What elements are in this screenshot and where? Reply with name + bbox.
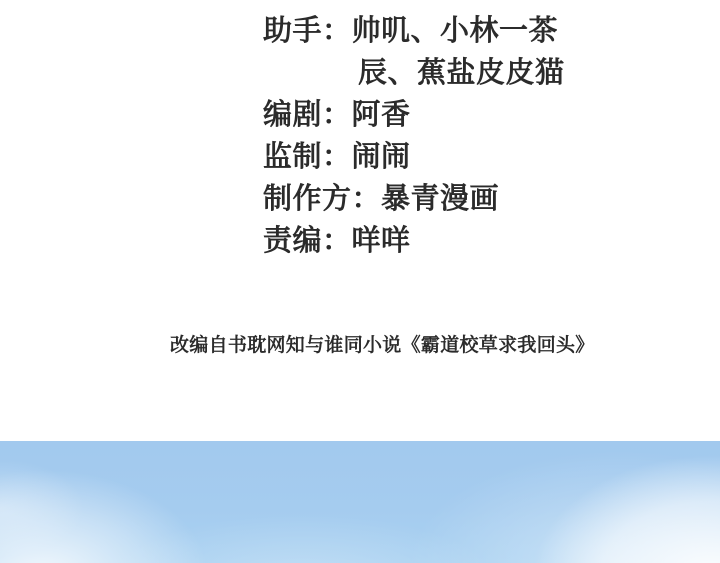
adaptation-note: 改编自书耽网知与谁同小说《霸道校草求我回头》 bbox=[170, 335, 595, 356]
sky-image bbox=[0, 441, 720, 563]
credit-line-supervisor: 监制：闹闹 bbox=[263, 141, 411, 173]
credits-block bbox=[263, 10, 565, 262]
credit-line-writer: 编剧：阿香 bbox=[263, 99, 411, 131]
credit-line-assistant-continued: 辰、蕉盐皮皮猫 bbox=[358, 57, 565, 89]
credit-line-editor: 责编：咩咩 bbox=[263, 225, 411, 257]
credit-line-assistant: 助手：帅叽、小林一茶 bbox=[263, 15, 559, 47]
credit-line-producer: 制作方：暴青漫画 bbox=[263, 183, 500, 215]
